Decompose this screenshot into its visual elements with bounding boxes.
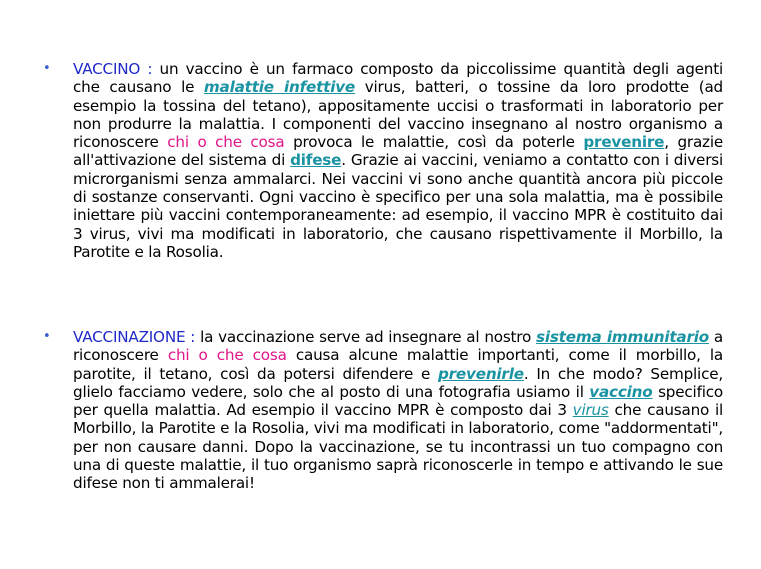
body-text: la vaccinazione serve ad insegnare al nostro — [200, 328, 536, 346]
term-vaccinazione: VACCINAZIONE — [73, 328, 186, 346]
bullet-dot-icon: • — [43, 61, 51, 76]
bullet-item-vaccinazione — [43, 328, 724, 493]
bullet-item-vaccino — [43, 60, 723, 261]
body-text: , grazie all'attivazione del sistema di — [73, 133, 723, 170]
body-text: causa alcune malattie importanti, come il morbillo, la parotite, il tetano, così da potersi difendere e — [73, 346, 724, 383]
term-separator: : — [185, 328, 201, 346]
body-text: a riconoscere — [73, 328, 723, 365]
body-text: un vaccino è un farmaco composto da piccolissime quantità degli agenti che causano le — [73, 60, 723, 97]
body-text: provoca le malattie, così da poterle — [284, 133, 584, 152]
body-text: che causano il Morbillo, la Parotite e la Rosolia, vivi ma modificati in laboratorio, come "addormentati", per non causare danni. Dopo la vaccinazione, se tu incontrassi un tuo compagno con una di queste malattie, il tuo organismo saprà riconoscerle in tempo e attivando le sue difese non ti ammalerai! — [73, 401, 723, 493]
body-text: . Grazie ai vaccini, veniamo a contatto con i diversi microrganismi senza ammalarci. Nei vaccini vi sono anche quantità ancora più piccole di sostanze conservanti. Ogni vaccino è specifico per una sola malattia, ma è possibile iniettare più vaccini contemporaneamente: ad esempio, il vaccino MPR è costituito dai 3 virus, vivi ma modificati in laboratorio, che causano rispettivamente il Morbillo, la Parotite e la Rosolia. — [73, 151, 723, 261]
link-sistema-immunitario[interactable]: sistema immunitario — [536, 328, 709, 346]
term-separator: : — [140, 60, 160, 78]
link-difese[interactable]: difese — [290, 151, 342, 170]
highlight-chi-o-che-cosa: chi o che cosa — [167, 346, 287, 365]
link-prevenirle[interactable]: prevenirle — [437, 364, 524, 383]
link-virus[interactable]: virus — [572, 401, 609, 420]
body-text: virus, batteri, o tossine da loro prodotte (ad esempio la tossina del tetano), appositamente uccisi o trasformati in laboratorio per non produrre la malattia. I componenti del vaccino insegnano al nostro organismo a riconoscere — [73, 78, 723, 152]
bullet-dot-icon: • — [43, 329, 51, 344]
link-malattie-infettive[interactable]: malattie infettive — [203, 78, 356, 97]
body-text: . In che modo? Semplice, glielo facciamo vedere, solo che al posto di una fotografia usiamo il — [73, 364, 723, 401]
highlight-chi-o-che-cosa: chi o che cosa — [167, 133, 285, 152]
link-prevenire[interactable]: prevenire — [583, 133, 665, 152]
link-vaccino[interactable]: vaccino — [589, 382, 653, 401]
term-vaccino: VACCINO — [73, 60, 141, 78]
body-text: specifico per quella malattia. Ad esempio il vaccino MPR è composto dai 3 — [73, 382, 723, 420]
